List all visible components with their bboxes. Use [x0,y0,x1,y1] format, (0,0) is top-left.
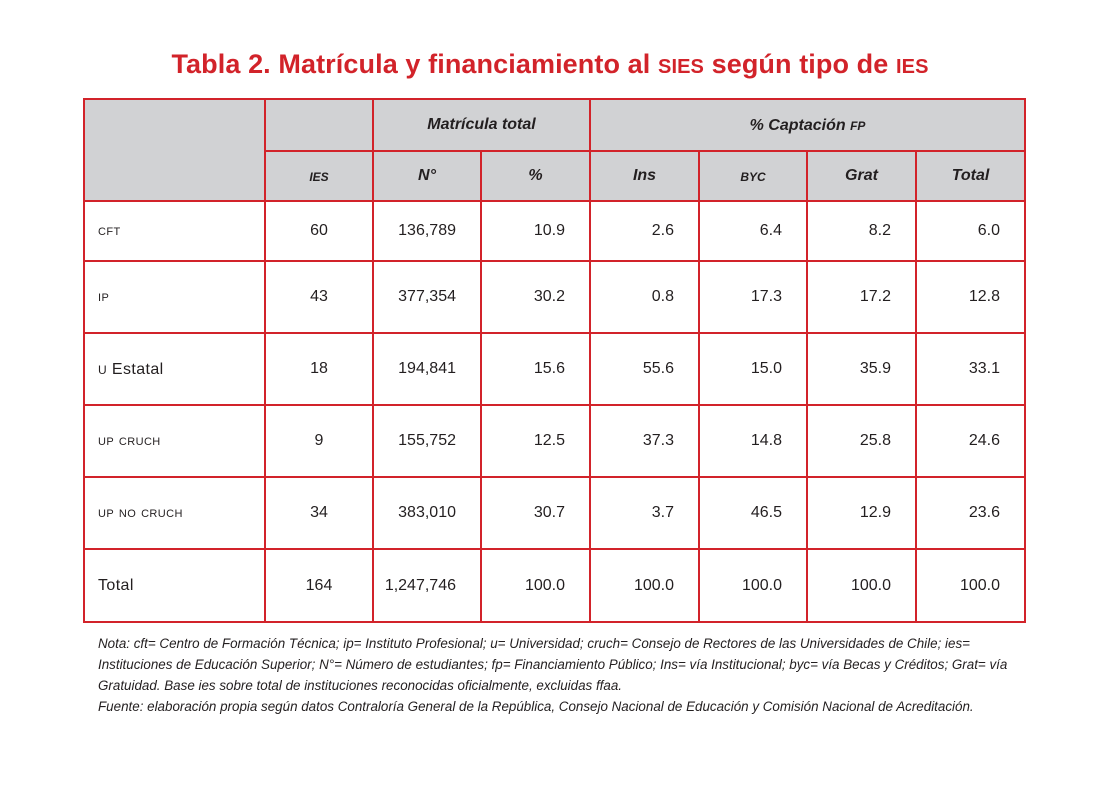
row-label-up-no-cruch: up no cruch [84,477,265,549]
cell-grat: 25.8 [807,405,916,477]
table-notes [98,633,1013,717]
header-empty-cell [84,99,265,201]
header-captacion-fp: % Captación fp [590,99,1025,151]
row-label-cft: cft [84,201,265,261]
cell-ies: 164 [265,549,373,622]
cell-ins: 2.6 [590,201,699,261]
cell-pct: 30.7 [481,477,590,549]
cell-ies: 43 [265,261,373,333]
cell-ins: 55.6 [590,333,699,405]
cell-ins: 37.3 [590,405,699,477]
row-label-u-estatal: u Estatal [84,333,265,405]
header-col-pct: % [481,151,590,201]
source-text: Fuente: elaboración propia según datos Contraloría General de la República, Consejo Nacional de Educación y Comisión Nacional de Acreditación. [98,699,974,714]
cell-n: 377,354 [373,261,481,333]
cell-byc: 100.0 [699,549,807,622]
header-col-byc: byc [699,151,807,201]
note-text: Nota: cft= Centro de Formación Técnica; ip= Instituto Profesional; u= Universidad; cruch= Consejo de Rectores de las Universidades de Chile; ies= Instituciones de Educación Superior; N°= Número de estudiantes; fp= Financiamiento Público; Ins= vía Institucional; byc= vía Becas y Créditos; Grat= vía Gratuidad. Base ies sobre total de instituciones reconocidas oficialmente, excluidas ffaa. [98,636,1008,693]
cell-n: 136,789 [373,201,481,261]
row-label-ip: ip [84,261,265,333]
header-col-ins: Ins [590,151,699,201]
cell-pct: 12.5 [481,405,590,477]
cell-n: 194,841 [373,333,481,405]
cell-grat: 35.9 [807,333,916,405]
row-label-up-cruch: up cruch [84,405,265,477]
cell-total: 23.6 [916,477,1025,549]
header-matricula-total: Matrícula total [373,99,590,151]
cell-ies: 60 [265,201,373,261]
cell-ins: 0.8 [590,261,699,333]
cell-total: 24.6 [916,405,1025,477]
cell-grat: 8.2 [807,201,916,261]
header-col-ies: ies [265,151,373,201]
cell-total: 12.8 [916,261,1025,333]
table-row [84,405,1025,477]
table-row [84,477,1025,549]
cell-total: 100.0 [916,549,1025,622]
table-row-total [84,549,1025,622]
header-row-groups [84,99,1025,151]
cell-pct: 10.9 [481,201,590,261]
cell-ins: 100.0 [590,549,699,622]
cell-pct: 15.6 [481,333,590,405]
data-table [83,98,1026,623]
cell-total: 33.1 [916,333,1025,405]
cell-byc: 46.5 [699,477,807,549]
cell-n: 1,247,746 [373,549,481,622]
cell-pct: 30.2 [481,261,590,333]
cell-ins: 3.7 [590,477,699,549]
header-col-total: Total [916,151,1025,201]
cell-grat: 100.0 [807,549,916,622]
table-row [84,201,1025,261]
header-col-n: N° [373,151,481,201]
table-title: Tabla 2. Matrícula y financiamiento al sies según tipo de ies [171,48,929,80]
cell-byc: 14.8 [699,405,807,477]
header-col-grat: Grat [807,151,916,201]
table-row [84,333,1025,405]
cell-ies: 9 [265,405,373,477]
row-label-total: Total [84,549,265,622]
table-row [84,261,1025,333]
cell-byc: 15.0 [699,333,807,405]
cell-n: 155,752 [373,405,481,477]
cell-n: 383,010 [373,477,481,549]
header-blank [265,99,373,151]
cell-total: 6.0 [916,201,1025,261]
cell-byc: 6.4 [699,201,807,261]
cell-ies: 18 [265,333,373,405]
cell-ies: 34 [265,477,373,549]
cell-pct: 100.0 [481,549,590,622]
cell-grat: 12.9 [807,477,916,549]
cell-grat: 17.2 [807,261,916,333]
cell-byc: 17.3 [699,261,807,333]
